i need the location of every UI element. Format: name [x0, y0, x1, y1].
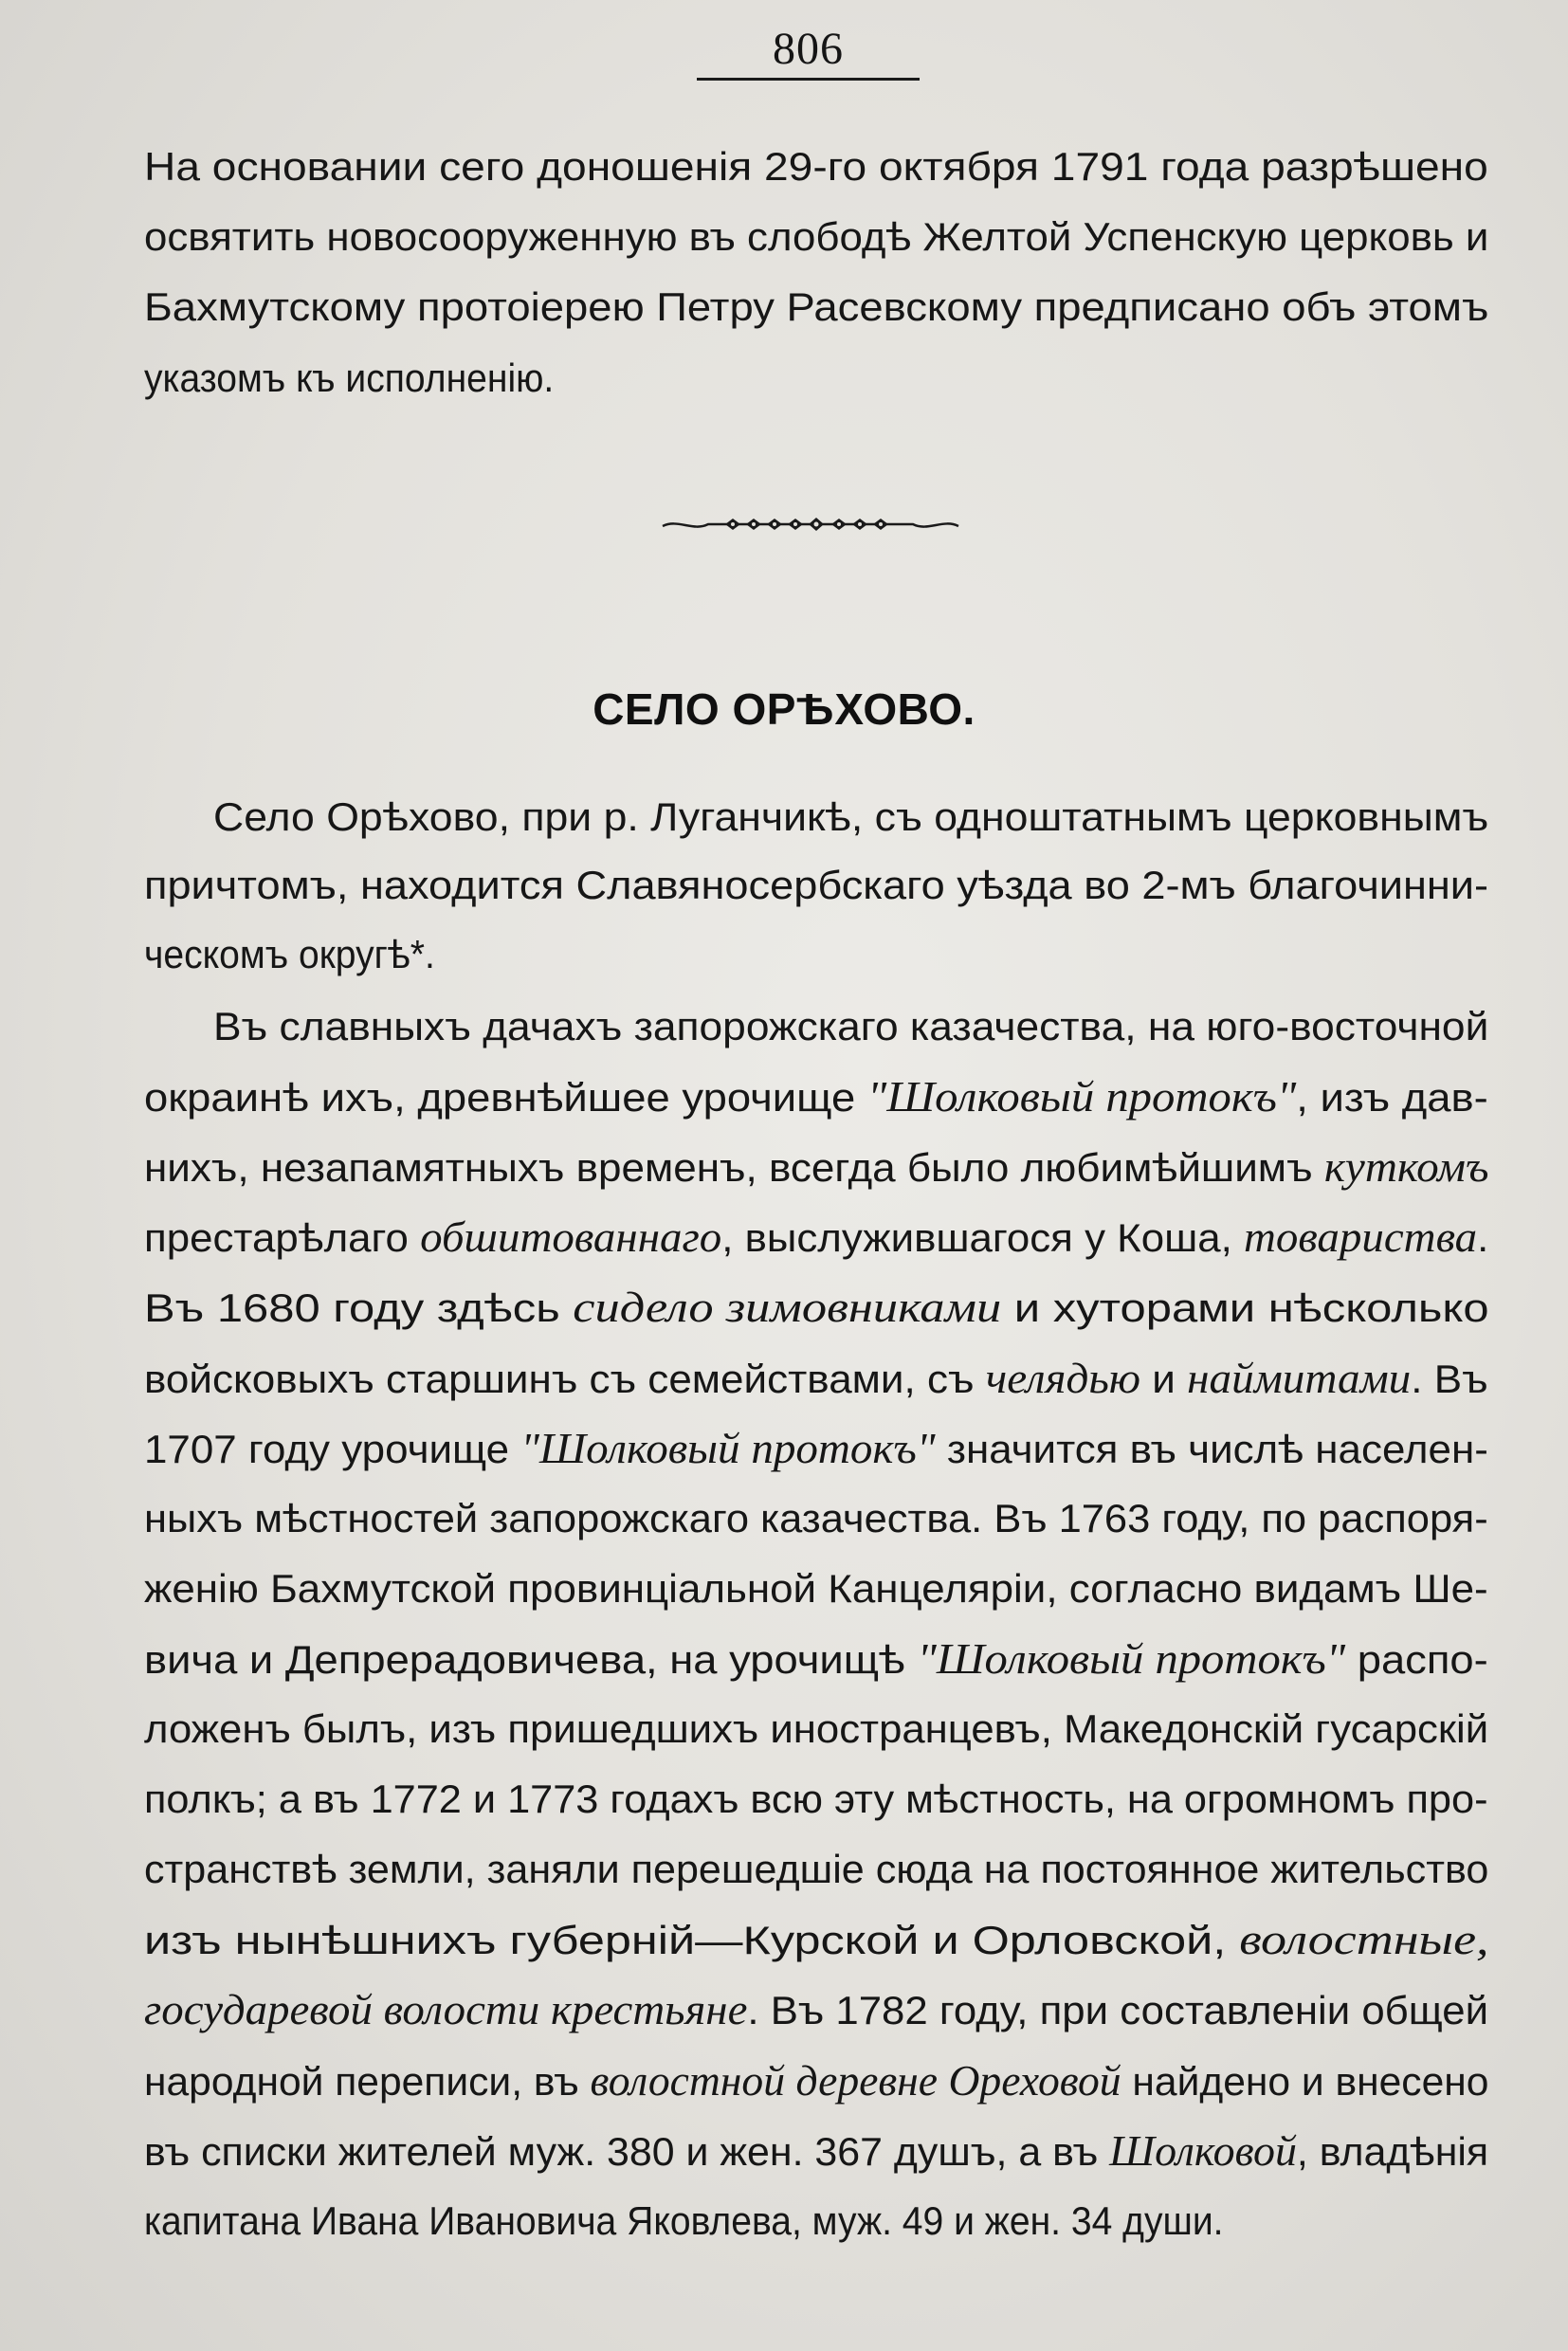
paragraph-2-line: Село Орѣхово, при р. Луганчикѣ, съ одноштатнымъ церковнымъ: [213, 794, 1489, 839]
text-run: ныхъ мѣстностей запорожскаго казачества. Въ 1763 году, по распоря-: [144, 1496, 1488, 1540]
text-run: войсковыхъ старшинъ съ семействами, съ: [144, 1357, 986, 1401]
italic-run: обшитованнаго: [420, 1213, 722, 1261]
paragraph-3-line: [144, 1070, 1488, 1123]
text-run: , владѣнія: [1296, 2129, 1489, 2174]
italic-run: сидело зимовниками: [573, 1284, 1002, 1331]
paragraph-3-line: [144, 2124, 1488, 2178]
paragraph-2-line: причтомъ, находится Славяносербскаго уѣзда во 2-мъ благочинни-: [144, 863, 1489, 907]
text-run: полкъ; а въ 1772 и 1773 годахъ всю эту мѣстность, на огромномъ про-: [144, 1777, 1488, 1821]
italic-run: "Шолковый протокъ": [520, 1425, 936, 1472]
paragraph-1-line: На основании сего доношенія 29-го октября 1791 года разрѣшено: [144, 144, 1488, 189]
text-run: капитана Ивана Ивановича Яковлева, муж. 49 и жен. 34 души.: [144, 2198, 1224, 2243]
paragraph-3-line: [144, 1492, 1488, 1545]
text-run: странствѣ земли, заняли перешедшіе сюда на постоянное жительство: [144, 1847, 1489, 1891]
italic-run: волостной деревне Ореховой: [590, 2057, 1121, 2105]
text-run: 1707 году урочище: [144, 1427, 521, 1471]
page-number-rule: [697, 78, 920, 81]
text-run: ложенъ былъ, изъ пришедшихъ иностранцевъ, Македонскій гусарскій: [144, 1706, 1489, 1751]
paragraph-3-line: [144, 1422, 1488, 1475]
paragraph-1-line: указомъ къ исполненію.: [144, 355, 555, 400]
paragraph-3-line: [144, 1983, 1488, 2036]
paragraph-3-line: [213, 1000, 1488, 1053]
text-run: найдено и внесено: [1121, 2059, 1489, 2104]
text-run: женію Бахмутской провинціальной Канцеляріи, согласно видамъ Ше-: [144, 1566, 1488, 1611]
text-run: народной переписи, въ: [144, 2059, 591, 2104]
ornament-divider: [659, 513, 962, 536]
text-run: вича и Депрерадовичева, на урочищѣ: [144, 1637, 918, 1682]
paragraph-3-line: [144, 1211, 1488, 1264]
text-run: и: [1140, 1357, 1188, 1401]
text-run: . Въ 1782 году, при составленіи общей: [747, 1988, 1489, 2032]
text-run: .: [1477, 1215, 1489, 1260]
text-run: Въ 1680 году здѣсь: [144, 1285, 574, 1330]
text-run: , выслужившагося у Коша,: [721, 1215, 1244, 1260]
text-run: значится въ числѣ населен-: [935, 1427, 1488, 1471]
italic-run: наймитами: [1187, 1355, 1412, 1402]
page-number-block: [697, 21, 920, 81]
page-number: 806: [773, 24, 844, 74]
italic-run: товариства: [1243, 1213, 1478, 1261]
text-run: окраинѣ ихъ, древнѣйшее урочище: [144, 1075, 867, 1120]
italic-run: "Шолковый протокъ": [866, 1073, 1297, 1121]
text-run: въ списки жителей муж. 380 и жен. 367 душъ, а въ: [144, 2129, 1110, 2174]
text-run: изъ нынѣшнихъ губерній—Курской и Орловской,: [144, 1918, 1240, 1962]
italic-run: волостные,: [1239, 1916, 1489, 1963]
text-run: и хуторами нѣсколько: [1001, 1285, 1489, 1330]
paragraph-3-line: [144, 1913, 1489, 1966]
text-run: престарѣлаго: [144, 1215, 421, 1260]
paragraph-3-line: [144, 1703, 1488, 1756]
paragraph-1-line: освятить новосооруженную въ слободѣ Желтой Успенскую церковь и: [144, 214, 1489, 259]
text-run: . Въ: [1411, 1357, 1488, 1401]
italic-run: челядью: [985, 1355, 1141, 1402]
italic-run: государевой волости крестьяне: [144, 1986, 748, 2033]
paragraph-3-line: [144, 2195, 1224, 2248]
italic-run: "Шолковый протокъ": [917, 1635, 1346, 1683]
text-run: распо-: [1345, 1637, 1488, 1682]
text-run: Въ славныхъ дачахъ запорожскаго казачества, на юго-восточной: [213, 1004, 1489, 1048]
paragraph-3-line: [144, 1773, 1487, 1826]
paragraph-3-line: [144, 1281, 1489, 1334]
paragraph-3-line: [144, 1352, 1488, 1405]
paragraph-3-line: [144, 1140, 1489, 1194]
paragraph-3-line: [144, 1632, 1488, 1686]
paragraph-3-line: [144, 2054, 1488, 2107]
text-run: нихъ, незапамятныхъ временъ, всегда было любимѣйшимъ: [144, 1145, 1324, 1190]
paragraph-3-line: [144, 1843, 1488, 1896]
section-heading: СЕЛО ОРѢХОВО.: [593, 684, 975, 734]
italic-run: Шолковой: [1109, 2127, 1297, 2175]
italic-run: куткомъ: [1323, 1143, 1489, 1191]
paragraph-1-line: Бахмутскому протоіерею Петру Расевскому предписано объ этомъ: [144, 284, 1489, 329]
text-run: , изъ дав-: [1296, 1075, 1488, 1120]
paragraph-3-line: [144, 1562, 1488, 1615]
paragraph-2-line: ческомъ округѣ*.: [144, 932, 435, 976]
